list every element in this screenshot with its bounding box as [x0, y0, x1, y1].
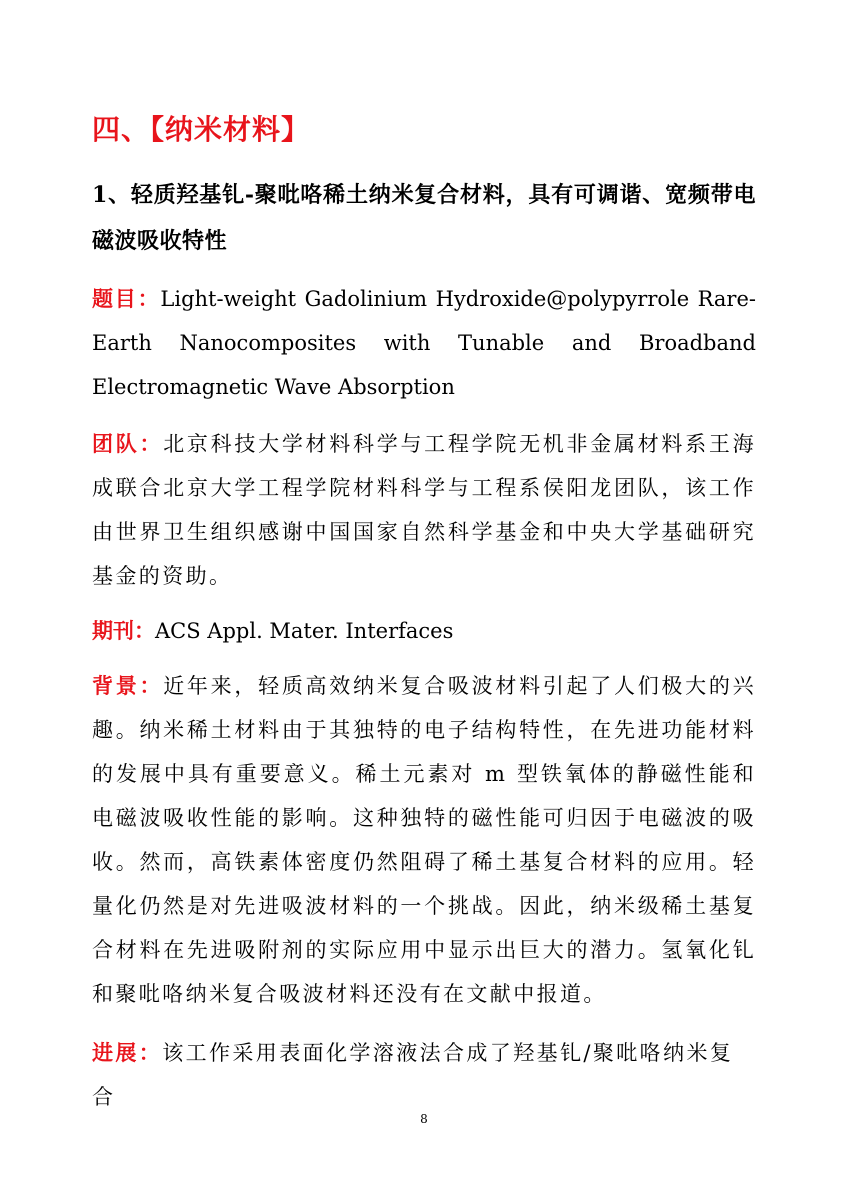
progress-entry [92, 1031, 756, 1119]
journal-entry [92, 609, 756, 653]
page-number: 8 [420, 1112, 428, 1126]
background-text: 近年来，轻质高效纳米复合吸波材料引起了人们极大的兴趣。纳米稀土材料由于其独特的电子结构特性，在先进功能材料的发展中具有重要意义。稀土元素对 m 型铁氧体的静磁性能和电磁波吸收性能的影响。这种独特的磁性能可归因于电磁波的吸收。然而，高铁素体密度仍然阻碍了稀土基复合材料的应用。轻量化仍然是对先进吸波材料的一个挑战。因此，纳米级稀土基复合材料在先进吸附剂的实际应用中显示出巨大的潜力。氢氧化钆和聚吡咯纳米复合吸波材料还没有在文献中报道。 [92, 674, 757, 1006]
team-label: 团队： [92, 431, 164, 456]
progress-text: 该工作采用表面化学溶液法合成了羟基钆/聚吡咯纳米复合 [92, 1041, 734, 1109]
document-page [92, 0, 756, 1200]
section-title: 四、【纳米材料】 [92, 113, 311, 146]
journal-text: ACS Appl. Mater. Interfaces [155, 619, 454, 643]
article-title: 1、轻质羟基钆-聚吡咯稀土纳米复合材料，具有可调谐、宽频带电磁波吸收特性 [92, 182, 756, 254]
progress-label: 进展： [92, 1040, 163, 1065]
journal-label: 期刊： [92, 618, 155, 643]
title-entry [92, 277, 756, 409]
background-label: 背景： [92, 673, 164, 698]
team-text: 北京科技大学材料科学与工程学院无机非金属材料系王海成联合北京大学工程学院材料科学与工程系侯阳龙团队，该工作由世界卫生组织感谢中国国家自然科学基金和中央大学基础研究基金的资助。 [92, 432, 757, 588]
background-entry [92, 664, 756, 1016]
title-label: 题目： [92, 286, 161, 311]
title-text: Light-weight Gadolinium Hydroxide@polypyrrole Rare-Earth Nanocomposites with Tunable and Broadband Electromagnetic Wave Absorption [92, 287, 756, 399]
team-entry [92, 422, 756, 598]
